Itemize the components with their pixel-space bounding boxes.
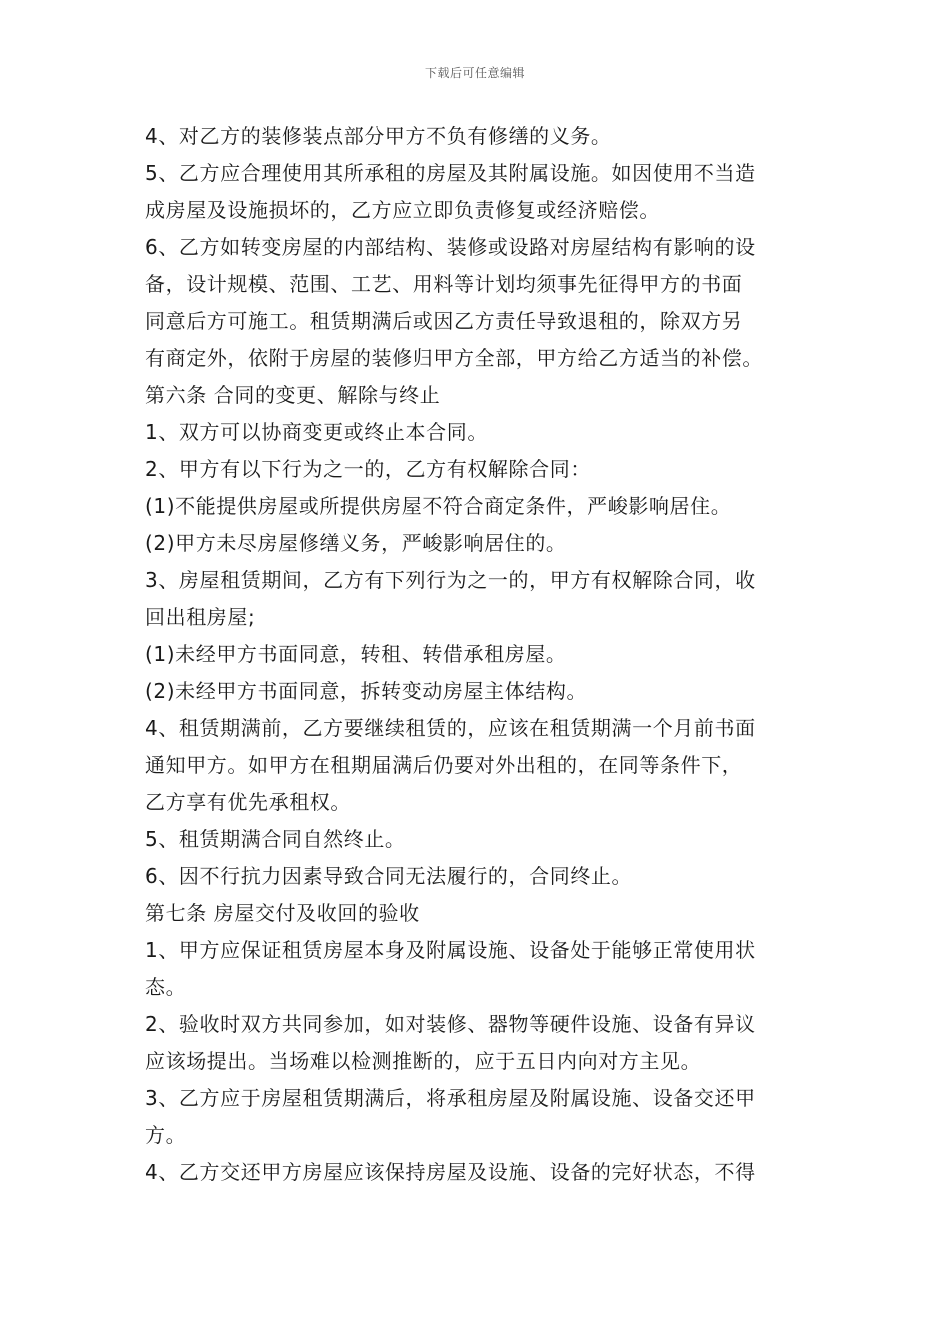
text-line: 有商定外，依附于房屋的装修归甲方全部，甲方给乙方适当的补偿。 — [145, 346, 763, 370]
text-line: 1、双方可以协商变更或终止本合同。 — [145, 420, 488, 444]
text-line: 3、乙方应于房屋租赁期满后，将承租房屋及附属设施、设备交还甲 — [145, 1086, 756, 1110]
text-line: 乙方享有优先承租权。 — [145, 790, 351, 814]
text-line: 6、乙方如转变房屋的内部结构、装修或设路对房屋结构有影响的设 — [145, 235, 756, 259]
text-line: 4、乙方交还甲方房屋应该保持房屋及设施、设备的完好状态，不得 — [145, 1160, 756, 1184]
text-line: 4、对乙方的装修装点部分甲方不负有修缮的义务。 — [145, 124, 612, 148]
text-line: (1)未经甲方书面同意，转租、转借承租房屋。 — [145, 642, 567, 666]
text-line: 备，设计规模、范围、工艺、用料等计划均须事先征得甲方的书面 — [145, 272, 743, 296]
text-line: 态。 — [145, 975, 187, 999]
text-line: 成房屋及设施损坏的，乙方应立即负责修复或经济赔偿。 — [145, 198, 660, 222]
text-line: 应该场提出。当场难以检测推断的，应于五日内向对方主见。 — [145, 1049, 702, 1073]
text-line: 2、验收时双方共同参加，如对装修、器物等硬件设施、设备有异议 — [145, 1012, 756, 1036]
page-header: 下载后可任意编辑 — [424, 66, 525, 80]
text-line: (1)不能提供房屋或所提供房屋不符合商定条件，严峻影响居住。 — [145, 494, 732, 518]
text-line: 回出租房屋; — [145, 605, 256, 629]
text-line: 1、甲方应保证租赁房屋本身及附属设施、设备处于能够正常使用状 — [145, 938, 756, 962]
text-line: (2)甲方未尽房屋修缮义务，严峻影响居住的。 — [145, 531, 567, 555]
text-line: (2)未经甲方书面同意，拆转变动房屋主体结构。 — [145, 679, 588, 703]
text-line: 通知甲方。如甲方在租期届满后仍要对外出租的，在同等条件下， — [145, 753, 743, 777]
text-line: 同意后方可施工。租赁期满后或因乙方责任导致退租的，除双方另 — [145, 309, 743, 333]
text-line: 6、因不行抗力因素导致合同无法履行的，合同终止。 — [145, 864, 633, 888]
text-line: 5、租赁期满合同自然终止。 — [145, 827, 406, 851]
text-line: 2、甲方有以下行为之一的，乙方有权解除合同： — [145, 457, 591, 481]
text-line: 5、乙方应合理使用其所承租的房屋及其附属设施。如因使用不当造 — [145, 161, 756, 185]
text-line: 3、房屋租赁期间，乙方有下列行为之一的，甲方有权解除合同，收 — [145, 568, 756, 592]
text-line: 方。 — [145, 1123, 187, 1147]
document-body — [145, 118, 810, 1191]
section-heading: 第七条 房屋交付及收回的验收 — [145, 901, 420, 925]
section-heading: 第六条 合同的变更、解除与终止 — [145, 383, 441, 407]
text-line: 4、租赁期满前，乙方要继续租赁的，应该在租赁期满一个月前书面 — [145, 716, 756, 740]
